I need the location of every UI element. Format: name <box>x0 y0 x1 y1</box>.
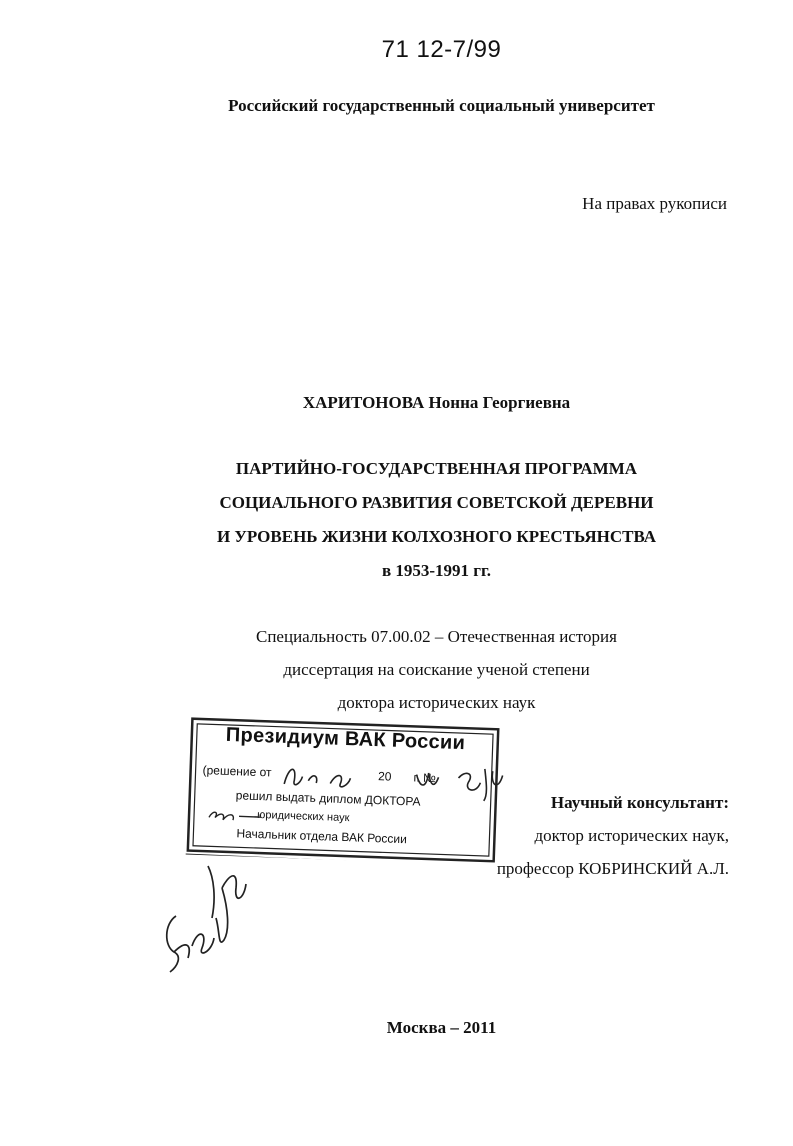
vak-stamp <box>186 717 503 866</box>
stamp-decision: решил выдать диплом ДОКТОРА <box>235 788 421 809</box>
manuscript-rights: На правах рукописи <box>582 194 727 213</box>
consultant-name: профессор КОБРИНСКИЙ А.Л. <box>496 859 729 878</box>
university-name: Российский государственный социальный университет <box>228 96 655 115</box>
specialty-block <box>0 620 793 719</box>
consultant-label: Научный консультант: <box>550 793 729 812</box>
city-year: Москва – 2011 <box>386 1018 497 1037</box>
stamp-title: Президиум ВАК России <box>225 723 466 755</box>
degree-name: доктора исторических наук <box>337 693 536 712</box>
stamp-signatory: Начальник отдела ВАК России <box>236 826 408 847</box>
specialty-line: Специальность 07.00.02 – Отечественная история <box>256 627 617 646</box>
stamp-scribble <box>205 803 266 827</box>
author-name: ХАРИТОНОВА Нонна Георгиевна <box>302 393 571 412</box>
title-years: в 1953-1991 гг. <box>381 561 492 580</box>
title-line: ПАРТИЙНО-ГОСУДАРСТВЕННАЯ ПРОГРАММА <box>235 459 638 478</box>
scientific-consultant <box>497 786 729 885</box>
stamp-decision-date: (решение от 20 г. № <box>202 763 437 786</box>
consultant-degree: доктор исторических наук, <box>534 826 729 845</box>
title-line: СОЦИАЛЬНОГО РАЗВИТИЯ СОВЕТСКОЙ ДЕРЕВНИ <box>219 493 654 512</box>
dissertation-title <box>0 452 793 588</box>
signature-handwritten <box>158 848 258 980</box>
stamp-science: юридических наук <box>256 808 350 825</box>
title-line: И УРОВЕНЬ ЖИЗНИ КОЛХОЗНОГО КРЕСТЬЯНСТВА <box>216 527 657 546</box>
stamp-handwriting <box>278 754 509 806</box>
degree-line: диссертация на соискание ученой степени <box>283 660 590 679</box>
registration-code: 71 12-7/99 <box>381 36 502 63</box>
